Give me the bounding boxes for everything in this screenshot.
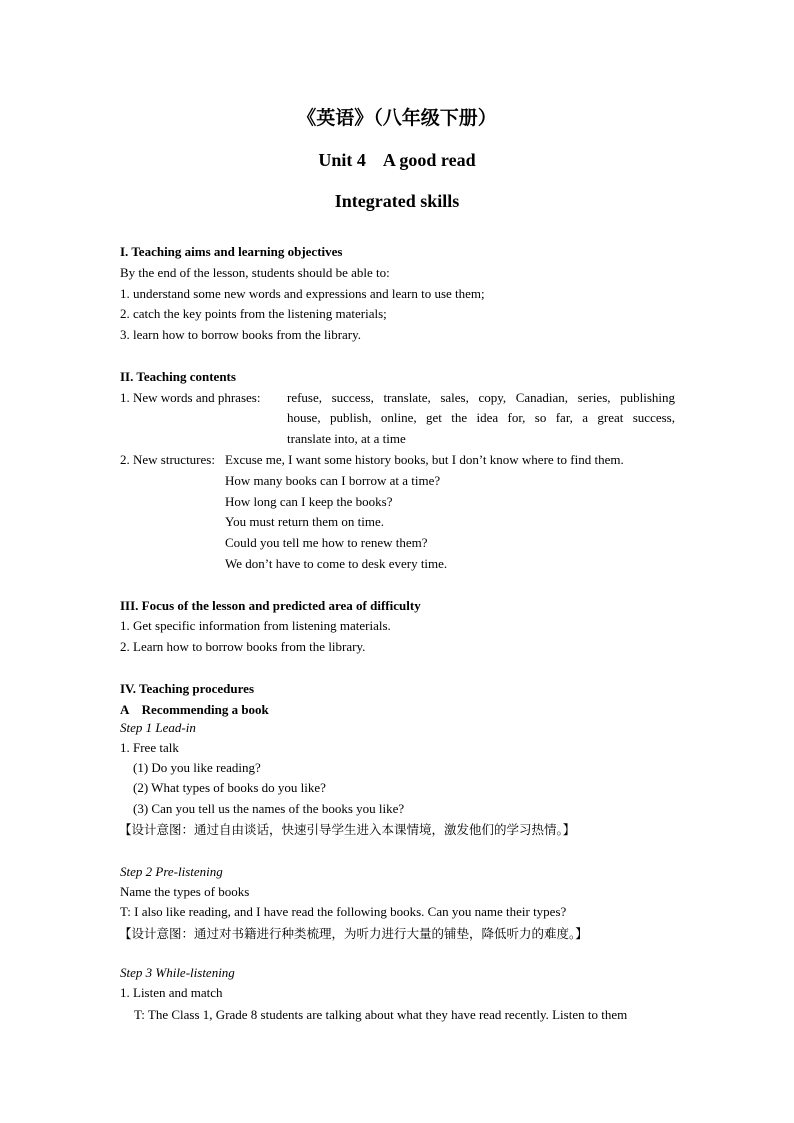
aims-item: 3. learn how to borrow books from the library. xyxy=(120,327,362,342)
step1-question: (3) Can you tell us the names of the books you like? xyxy=(133,801,405,816)
aims-intro: By the end of the lesson, students should be able to: xyxy=(120,265,390,280)
new-words-line: refuse, success, translate, sales, copy, Canadian, series, publishing xyxy=(287,390,675,405)
focus-item: 1. Get specific information from listening materials. xyxy=(120,618,391,633)
step3-line: T: The Class 1, Grade 8 students are talking about what they have read recently. Listen to them xyxy=(134,1007,628,1022)
contents-heading: II. Teaching contents xyxy=(120,369,236,384)
new-words-line: house, publish, online, get the idea for, so far, a great success, xyxy=(287,410,675,425)
lesson-title: Integrated skills xyxy=(334,191,460,211)
focus-item: 2. Learn how to borrow books from the library. xyxy=(120,639,366,654)
new-structures-label: 2. New structures: xyxy=(120,452,215,467)
new-words-label: 1. New words and phrases: xyxy=(120,390,261,405)
structure-line: How long can I keep the books? xyxy=(225,494,393,509)
step1-title: Step 1 Lead-in xyxy=(120,720,196,735)
step1-activity: 1. Free talk xyxy=(120,740,179,755)
step2-line: T: I also like reading, and I have read the following books. Can you name their types? xyxy=(120,904,567,919)
aims-heading: I. Teaching aims and learning objectives xyxy=(120,244,343,259)
step3-title: Step 3 While-listening xyxy=(120,965,235,980)
step1-design-note: 【设计意图：通过自由谈话，快速引导学生进入本课情境，激发他们的学习热情。】 xyxy=(119,822,576,837)
step3-activity: 1. Listen and match xyxy=(120,985,223,1000)
step1-question: (1) Do you like reading? xyxy=(133,760,261,775)
step1-question: (2) What types of books do you like? xyxy=(133,780,326,795)
focus-heading: III. Focus of the lesson and predicted area of difficulty xyxy=(120,598,421,613)
step2-title: Step 2 Pre-listening xyxy=(120,864,223,879)
unit-title: Unit 4 A good read xyxy=(318,150,476,170)
structure-line: We don’t have to come to desk every time. xyxy=(225,556,448,571)
aims-item: 1. understand some new words and expressions and learn to use them; xyxy=(120,286,485,301)
section-a-heading: A Recommending a book xyxy=(120,702,269,717)
structure-line: How many books can I borrow at a time? xyxy=(225,473,441,488)
structure-line: You must return them on time. xyxy=(225,514,385,529)
aims-item: 2. catch the key points from the listening materials; xyxy=(120,306,387,321)
book-title: 《英语》（八年级下册） xyxy=(297,107,497,129)
structure-line: Could you tell me how to renew them? xyxy=(225,535,428,550)
step2-design-note: 【设计意图：通过对书籍进行种类梳理，为听力进行大量的铺垫，降低听力的难度。】 xyxy=(119,926,588,941)
procedures-heading: IV. Teaching procedures xyxy=(120,681,255,696)
structure-line: Excuse me, I want some history books, but I don’t know where to find them. xyxy=(225,452,624,467)
new-words-line: translate into, at a time xyxy=(287,431,406,446)
step2-line: Name the types of books xyxy=(120,884,250,899)
